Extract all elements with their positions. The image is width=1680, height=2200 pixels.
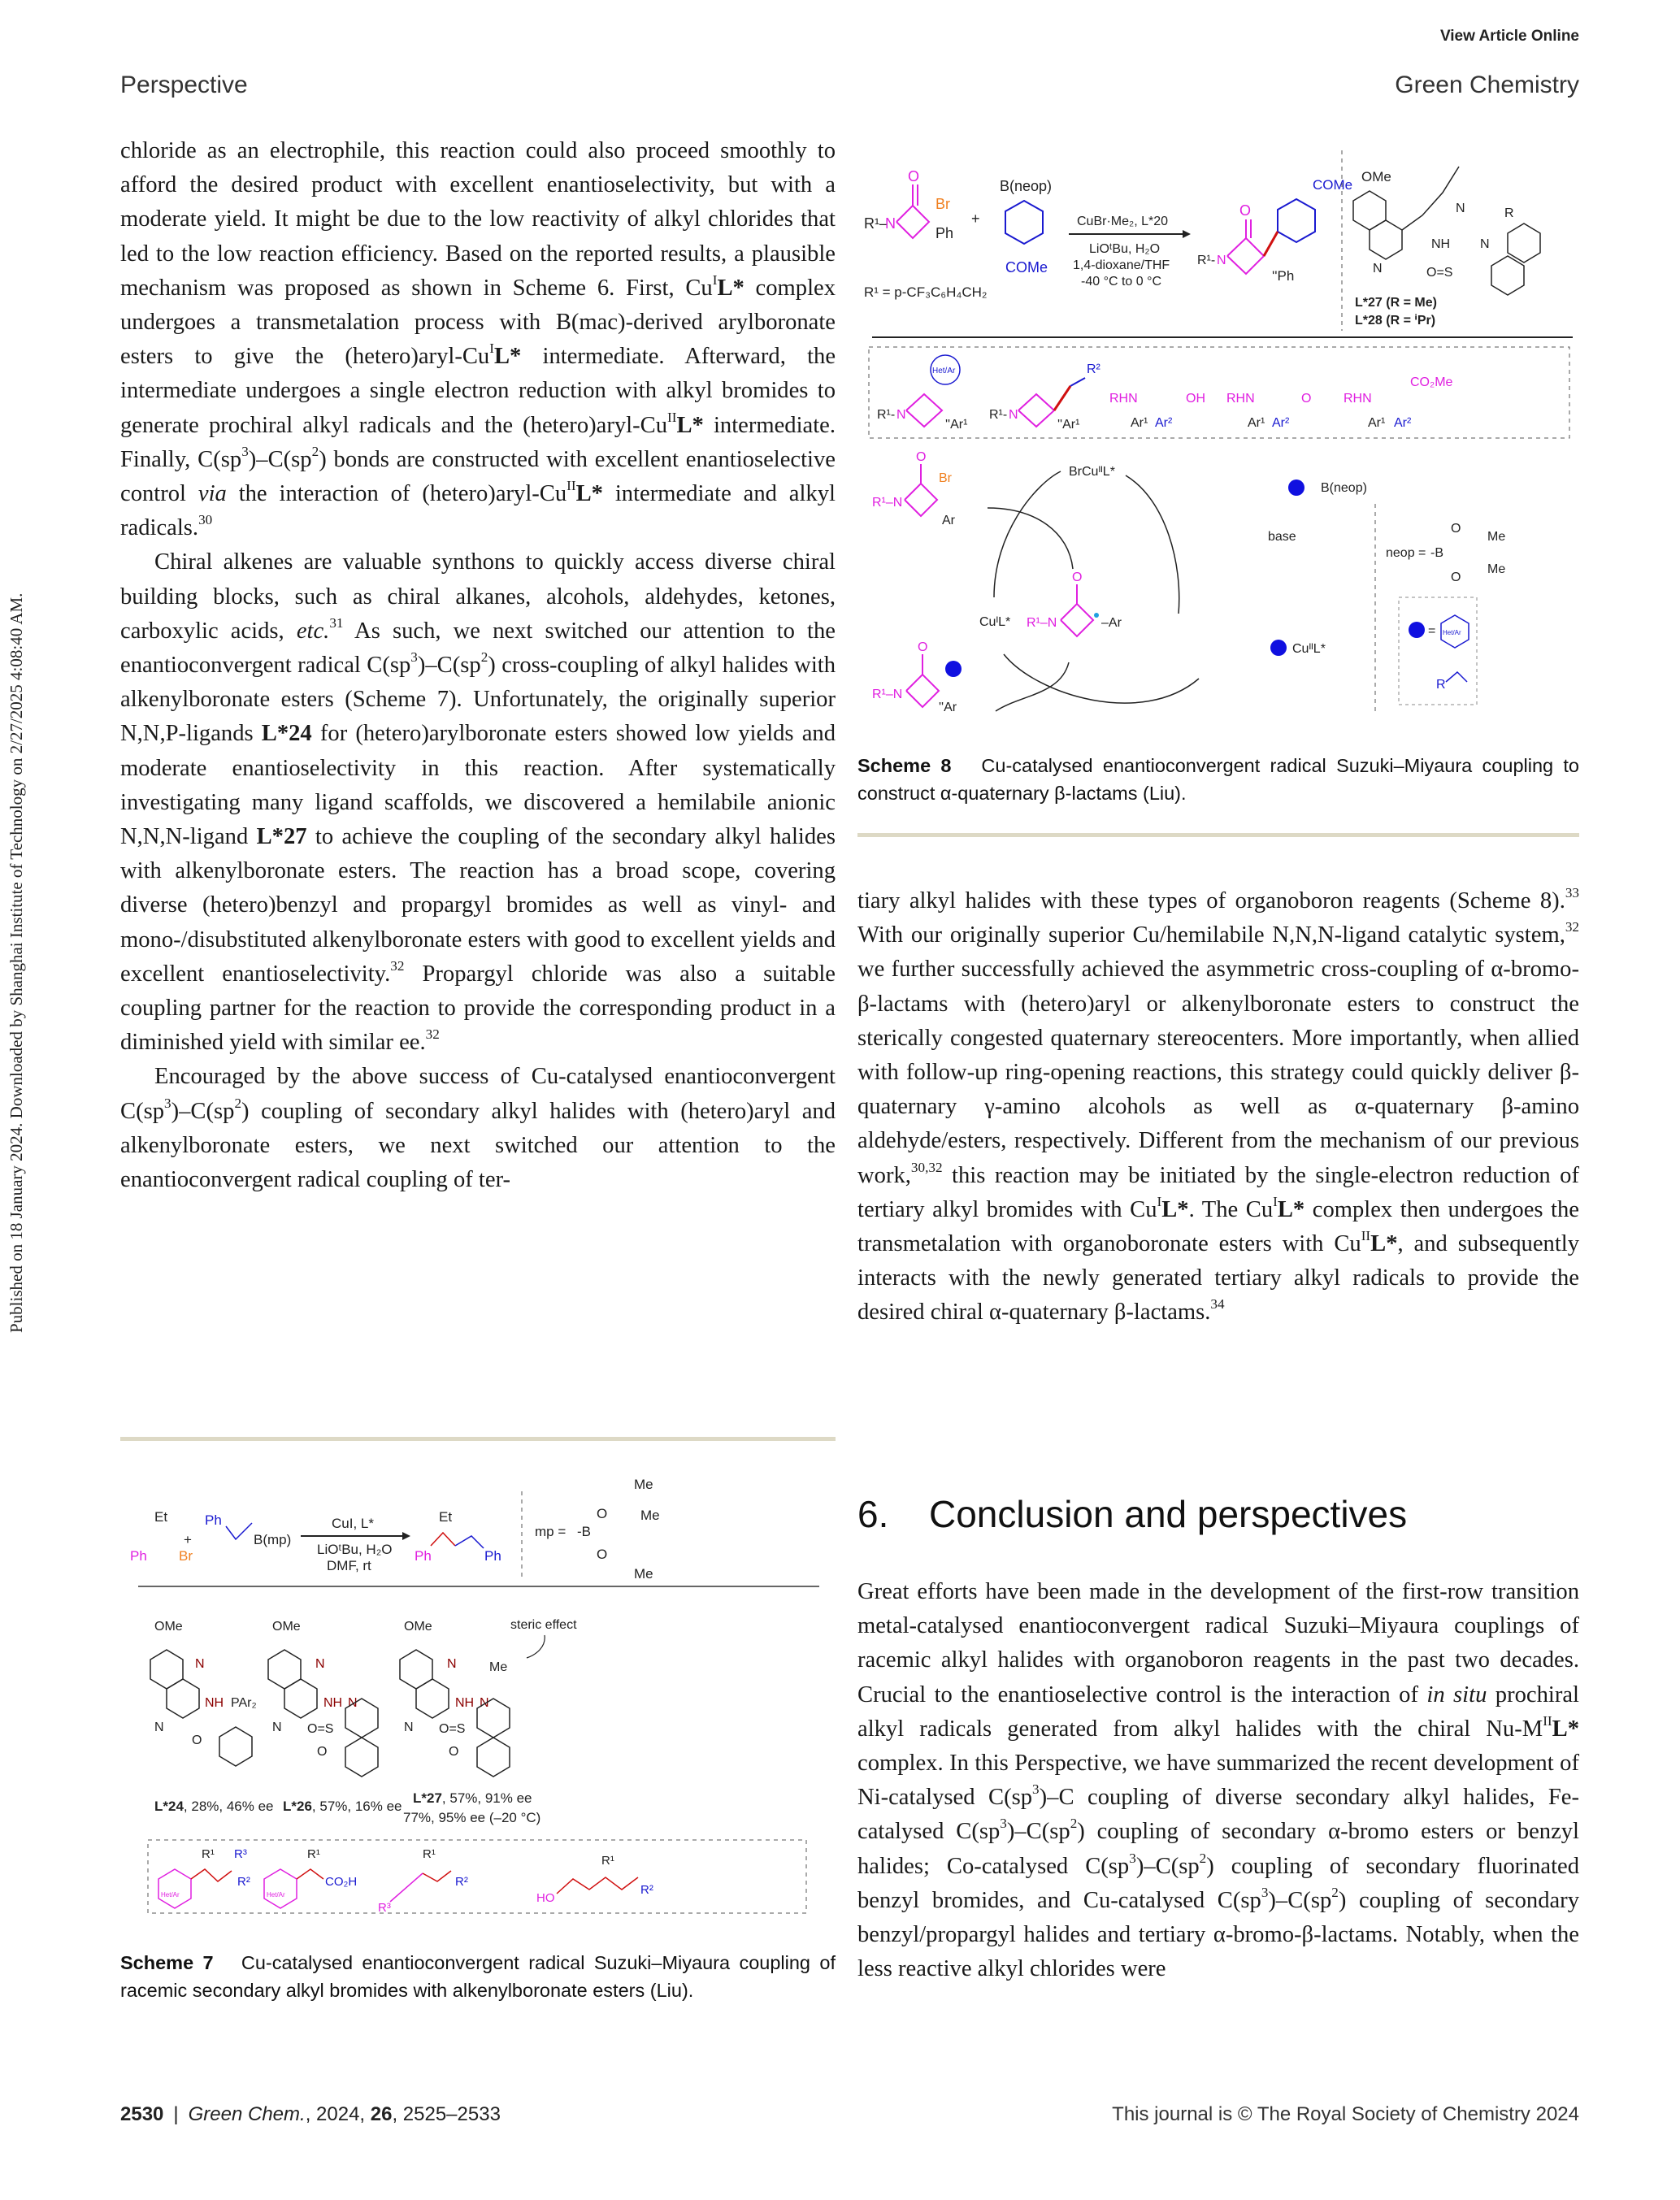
svg-text:Br: Br: [936, 196, 950, 212]
svg-text:O: O: [916, 450, 927, 464]
svg-text:O: O: [192, 1734, 202, 1747]
svg-text:N: N: [154, 1721, 164, 1734]
svg-text:OMe: OMe: [404, 1620, 432, 1634]
svg-text:B(neop): B(neop): [1000, 178, 1053, 194]
svg-text:Ph: Ph: [130, 1548, 147, 1564]
svg-text:R: R: [1504, 206, 1514, 220]
svg-text:N: N: [272, 1721, 282, 1734]
svg-text:Ph: Ph: [415, 1548, 432, 1564]
svg-text:R¹: R¹: [307, 1847, 320, 1861]
svg-text:R¹-: R¹-: [1197, 254, 1216, 267]
svg-text:Me: Me: [634, 1566, 653, 1582]
svg-text:Me: Me: [640, 1508, 660, 1523]
svg-text:O: O: [1451, 571, 1461, 584]
svg-text:O: O: [597, 1547, 608, 1562]
right-column-text: [857, 884, 1579, 1330]
svg-text:N: N: [1480, 237, 1490, 251]
svg-text:NH: NH: [455, 1696, 475, 1710]
svg-text:HO: HO: [536, 1891, 555, 1905]
svg-text:R¹: R¹: [601, 1854, 614, 1868]
divider-rule: [120, 1437, 836, 1441]
svg-text:OMe: OMe: [1361, 169, 1391, 184]
svg-text:NH: NH: [1431, 237, 1451, 251]
svg-text:L*26, 57%, 16% ee: L*26, 57%, 16% ee: [283, 1799, 402, 1814]
svg-text:OMe: OMe: [272, 1620, 301, 1634]
svg-text:RHN: RHN: [1226, 392, 1255, 406]
svg-text:R¹–N: R¹–N: [1027, 616, 1057, 630]
svg-text:B(neop): B(neop): [1321, 481, 1367, 495]
scheme-8-caption: Scheme 8 Cu-catalysed enantioconvergent radical Suzuki–Miyaura coupling to construct α-quaternary β-lactams (Liu).: [857, 755, 1579, 804]
svg-text:CuᴵL*: CuᴵL*: [979, 615, 1011, 629]
svg-text:O: O: [1301, 392, 1312, 406]
svg-text:Het/Ar: Het/Ar: [932, 367, 956, 375]
svg-text:LiOᵗBu, H₂O: LiOᵗBu, H₂O: [1089, 242, 1161, 256]
svg-text:Me: Me: [1487, 530, 1506, 544]
svg-text:''Ar¹: ''Ar¹: [1057, 418, 1080, 432]
citation-ref[interactable]: 32: [1565, 919, 1579, 935]
svg-text:B(mp): B(mp): [254, 1532, 292, 1547]
svg-text:R³: R³: [234, 1847, 247, 1861]
svg-text:LiOᵗBu, H₂O: LiOᵗBu, H₂O: [317, 1542, 393, 1557]
svg-text:O: O: [597, 1506, 608, 1521]
svg-text:=: =: [1428, 624, 1436, 638]
svg-text:N: N: [315, 1657, 325, 1671]
svg-text:L*27 (R = Me): L*27 (R = Me): [1355, 296, 1437, 310]
svg-text:NH: NH: [323, 1696, 343, 1710]
svg-text:O: O: [908, 168, 920, 184]
svg-text:CO₂H: CO₂H: [325, 1875, 358, 1889]
svg-text:Ar: Ar: [942, 514, 955, 527]
svg-text:R¹ = p-CF₃C₆H₄CH₂: R¹ = p-CF₃C₆H₄CH₂: [864, 284, 988, 300]
citation-ref[interactable]: 30,32: [910, 1159, 943, 1175]
svg-text:-40 °C to 0 °C: -40 °C to 0 °C: [1081, 275, 1162, 289]
paragraph: chloride as an electrophile, this reaction could also proceed smoothly to afford the desired product with excellent enantioselectivity, but with a moderate yield. It might be due to the low reactivity of alkyl chlorides that led to the low reaction efficiency. Based on the reported results, a plausible mechanism was proposed as shown in Scheme 6. First, $Cu^IL*$ complex undergoes a transmetalation process with B(mac)-derived arylboronate esters to give the $(hetero)aryl-Cu^IL*$ intermediate. Afterward, the intermediate undergoes a single electron reduction with alkyl bromides to generate prochiral alkyl radicals and the $(hetero)aryl-Cu^{II}L*$ intermediate. Finally, $C(sp^3)-C(sp^2)$ bonds are constructed with excellent enantioselective control via the interaction of $(hetero)aryl-Cu^{II}L*$ intermediate and alkyl radicals.$^{30}$: [120, 138, 836, 541]
svg-text:N: N: [447, 1657, 457, 1671]
svg-text:Et: Et: [154, 1509, 168, 1525]
svg-text:BrCuᴵᴵL*: BrCuᴵᴵL*: [1069, 465, 1115, 479]
conclusion-text: [857, 1575, 1579, 1986]
svg-text:CuBr·Me₂, L*20: CuBr·Me₂, L*20: [1077, 215, 1169, 228]
svg-text:RHN: RHN: [1344, 392, 1372, 406]
svg-text:Ar¹: Ar¹: [1131, 416, 1148, 430]
svg-text:77%, 95% ee (–20 °C): 77%, 95% ee (–20 °C): [403, 1810, 541, 1825]
svg-text:O: O: [317, 1745, 328, 1759]
scheme-7-figure: [130, 1455, 845, 1918]
svg-text:steric effect: steric effect: [510, 1618, 577, 1632]
svg-text:+: +: [971, 210, 980, 227]
scheme-7-diagram: [130, 1455, 845, 1918]
svg-text:O=S: O=S: [1426, 266, 1453, 280]
citation-ref[interactable]: 33: [1565, 885, 1579, 901]
svg-text:N: N: [1456, 202, 1465, 215]
svg-text:R¹-: R¹-: [877, 408, 896, 422]
svg-text:N: N: [1009, 408, 1018, 422]
svg-text:Ph: Ph: [936, 225, 954, 241]
svg-text:neop =: neop =: [1386, 546, 1426, 560]
svg-text:O=S: O=S: [439, 1722, 466, 1736]
svg-text:O: O: [1451, 522, 1461, 536]
svg-text:CuᴵᴵL*: CuᴵᴵL*: [1292, 642, 1326, 656]
svg-text:Ar¹: Ar¹: [1248, 416, 1265, 430]
svg-text:''Ar: ''Ar: [939, 701, 957, 714]
svg-text:L*24, 28%, 46% ee: L*24, 28%, 46% ee: [154, 1799, 274, 1814]
svg-text:Me: Me: [1487, 562, 1506, 576]
svg-text:Ar²: Ar²: [1272, 416, 1290, 430]
svg-text:R²: R²: [1087, 362, 1100, 376]
svg-text:Ph: Ph: [484, 1548, 501, 1564]
svg-text:R¹–N: R¹–N: [872, 496, 903, 510]
page-number: 2530: [120, 2103, 164, 2125]
svg-text:R: R: [1436, 678, 1446, 692]
svg-text:Et: Et: [439, 1509, 453, 1525]
svg-text:L*27, 57%, 91% ee: L*27, 57%, 91% ee: [413, 1790, 532, 1806]
svg-text:Ar¹: Ar¹: [1368, 416, 1386, 430]
citation-ref[interactable]: 31: [329, 614, 344, 631]
citation-ref[interactable]: 32: [390, 958, 405, 974]
svg-text:–Ar: –Ar: [1101, 616, 1122, 630]
citation-ref[interactable]: 30: [198, 512, 213, 528]
left-column-text: [120, 134, 836, 1197]
svg-text:L*28 (R = ⁱPr): L*28 (R = ⁱPr): [1355, 314, 1436, 328]
view-article-online-link[interactable]: View Article Online: [1439, 28, 1579, 45]
svg-text:CuI, L*: CuI, L*: [332, 1516, 374, 1531]
paragraph: Encouraged by the above success of Cu-catalysed enantioconvergent $C(sp^3)-C(sp^2)$ coupling of secondary alkyl halides with (hetero)aryl and alkenylboronate esters, we next switched our attention to the enantioconvergent radical coupling of ter-: [120, 1064, 836, 1193]
citation-ref[interactable]: 32: [425, 1026, 440, 1043]
svg-text:R¹–N: R¹–N: [872, 688, 903, 701]
scheme-8-diagram: [857, 142, 1581, 744]
section-heading: 6. Conclusion and perspectives: [857, 1493, 1408, 1535]
svg-text:R¹-: R¹-: [989, 408, 1008, 422]
journal-name: Green Chemistry: [1395, 72, 1579, 98]
svg-text:O=S: O=S: [307, 1722, 334, 1736]
svg-text:1,4-dioxane/THF: 1,4-dioxane/THF: [1073, 258, 1170, 272]
scheme-8-figure: [857, 142, 1581, 744]
svg-text:Ph: Ph: [205, 1512, 222, 1528]
svg-text:Ar²: Ar²: [1394, 416, 1412, 430]
paragraph: tiary alkyl halides with these types of organoboron reagents (Scheme 8).$^{33}$ With our originally superior Cu/hemilabile N,N,N-ligand catalytic system,$^{32}$ we further successfully achieved the asymmetric cross-coupling of α-bromo-β-lactams with (hetero)aryl or alkenylboronate esters to construct the sterically congested quaternary stereocenters. More importantly, when allied with follow-up ring-opening reactions, this strategy could quickly deliver β-quaternary γ-amino alcohols as well as α-quaternary β-amino aldehyde/esters, respectively. Different from the mechanism of our previous work,$^{30,32}$ this reaction may be initiated by the single-electron reduction of tertiary alkyl bromides with $Cu^IL*$. The $Cu^IL*$ complex then undergoes the transmetalation with organoboronate esters with $Cu^{II}L*$, and subsequently interacts with the newly generated tertiary alkyl radicals to provide the desired chiral α-quaternary β-lactams.$^{34}$: [857, 885, 1579, 1326]
svg-text:PAr₂: PAr₂: [231, 1696, 257, 1710]
svg-text:''Ph: ''Ph: [1272, 268, 1295, 284]
divider-rule: [857, 833, 1579, 837]
svg-text:Het/Ar: Het/Ar: [161, 1891, 180, 1898]
svg-text:CO₂Me: CO₂Me: [1410, 375, 1453, 389]
svg-text:N: N: [348, 1696, 358, 1710]
svg-text:OH: OH: [1186, 392, 1205, 406]
paragraph: Chiral alkenes are valuable synthons to quickly access diverse chiral building blocks, such as chiral alkanes, alcohols, aldehydes, ketones, carboxylic acids, etc.$^{31}$ As such, we next switched our attention to the enantioconvergent radical $C(sp^3)-C(sp^2)$ cross-coupling of alkyl halides with alkenylboronate esters (Scheme 7). Unfortunately, the originally superior N,N,P-ligands L*24 for (hetero)arylboronate esters showed low yields and moderate enantioselectivity in this reaction. After systematically investigating many ligand scaffolds, we discovered a hemilabile anionic N,N,N-ligand L*27 to achieve the coupling of the secondary alkyl halides with alkenylboronate esters. The reaction has a broad scope, covering diverse (hetero)benzyl and propargyl bromides as well as vinyl- and mono-/disubstituted alkenylboronate esters with good to excellent yields and excellent enantioselectivity.$^{32}$ Propargyl chloride was also a suitable coupling partner for the reaction to provide the corresponding product in a diminished yield with similar ee.$^{32}$: [120, 549, 836, 1056]
svg-text:''Ar¹: ''Ar¹: [945, 418, 968, 432]
svg-text:Het/Ar: Het/Ar: [1443, 629, 1461, 636]
svg-text:R¹: R¹: [423, 1847, 436, 1861]
citation-ref[interactable]: 34: [1210, 1296, 1225, 1313]
svg-text:O: O: [1239, 202, 1252, 219]
svg-text:Me: Me: [634, 1477, 653, 1492]
svg-text:Br: Br: [179, 1548, 193, 1564]
svg-text:N: N: [404, 1721, 414, 1734]
svg-text:N: N: [195, 1657, 205, 1671]
svg-text:N: N: [480, 1696, 489, 1710]
svg-text:NH: NH: [205, 1696, 224, 1710]
svg-text:-B: -B: [577, 1524, 591, 1539]
svg-text:OMe: OMe: [154, 1620, 183, 1634]
section-label: Perspective: [120, 72, 248, 98]
svg-text:Het/Ar: Het/Ar: [267, 1891, 285, 1898]
svg-text:O: O: [918, 640, 928, 654]
scheme-7-caption: Scheme 7 Cu-catalysed enantioconvergent radical Suzuki–Miyaura coupling of racemic secondary alkyl bromides with alkenylboronate esters (Liu).: [120, 1952, 836, 2001]
svg-text:R²: R²: [640, 1883, 653, 1897]
svg-text:+: +: [184, 1532, 192, 1547]
svg-text:R²: R²: [237, 1875, 250, 1889]
svg-text:-B: -B: [1430, 546, 1443, 560]
svg-text:mp =: mp =: [535, 1524, 567, 1539]
svg-text:Me: Me: [489, 1660, 508, 1674]
svg-text:Ar²: Ar²: [1155, 416, 1173, 430]
paragraph: Great efforts have been made in the development of the first-row transition metal-catalysed enantioconvergent radical Suzuki–Miyaura couplings of racemic alkyl halides with organoboron reagents in the past two decades. Crucial to the enantioselective control is the interaction of in situ prochiral alkyl radicals generated from alkyl halides with the chiral $Nu-M^{II}L*$ complex. In this Perspective, we have summarized the recent development of Ni-catalysed $C(sp^3)-C$ coupling of diverse secondary alkyl halides, Fe-catalysed $C(sp^3)-C(sp^2)$ coupling of secondary α-bromo esters or benzyl halides; Co-catalysed $C(sp^3)-C(sp^2)$ coupling of secondary fluorinated benzyl bromides, and Cu-catalysed $C(sp^3)-C(sp^2)$ coupling of secondary benzyl/propargyl halides and tertiary α-bromo-β-lactams. Notably, when the less reactive alkyl chlorides were: [857, 1579, 1580, 1982]
svg-text:N: N: [896, 408, 906, 422]
svg-text:R²: R²: [455, 1875, 468, 1889]
svg-text:R¹: R¹: [202, 1847, 215, 1861]
svg-text:R³: R³: [378, 1901, 391, 1915]
page-footer-citation: 2530 | Green Chem., 2024, 26, 2525–2533: [120, 2103, 501, 2125]
copyright-notice: This journal is © The Royal Society of Chemistry 2024: [1112, 2103, 1579, 2125]
svg-text:O: O: [449, 1745, 459, 1759]
svg-text:DMF, rt: DMF, rt: [327, 1558, 371, 1573]
svg-text:Br: Br: [939, 471, 952, 485]
svg-text:COMe: COMe: [1313, 177, 1353, 193]
svg-text:RHN: RHN: [1109, 392, 1138, 406]
svg-text:base: base: [1268, 530, 1296, 544]
svg-text:N: N: [885, 215, 896, 232]
svg-text:O: O: [1072, 571, 1083, 584]
svg-text:N: N: [1217, 254, 1226, 267]
svg-text:N: N: [1373, 262, 1383, 276]
svg-text:COMe: COMe: [1005, 259, 1048, 276]
svg-text:R¹–: R¹–: [864, 215, 888, 232]
publication-side-note: Published on 18 January 2024. Downloaded by Shanghai Institute of Technology on 2/27/2025 4:08:40 AM.: [7, 592, 26, 1333]
